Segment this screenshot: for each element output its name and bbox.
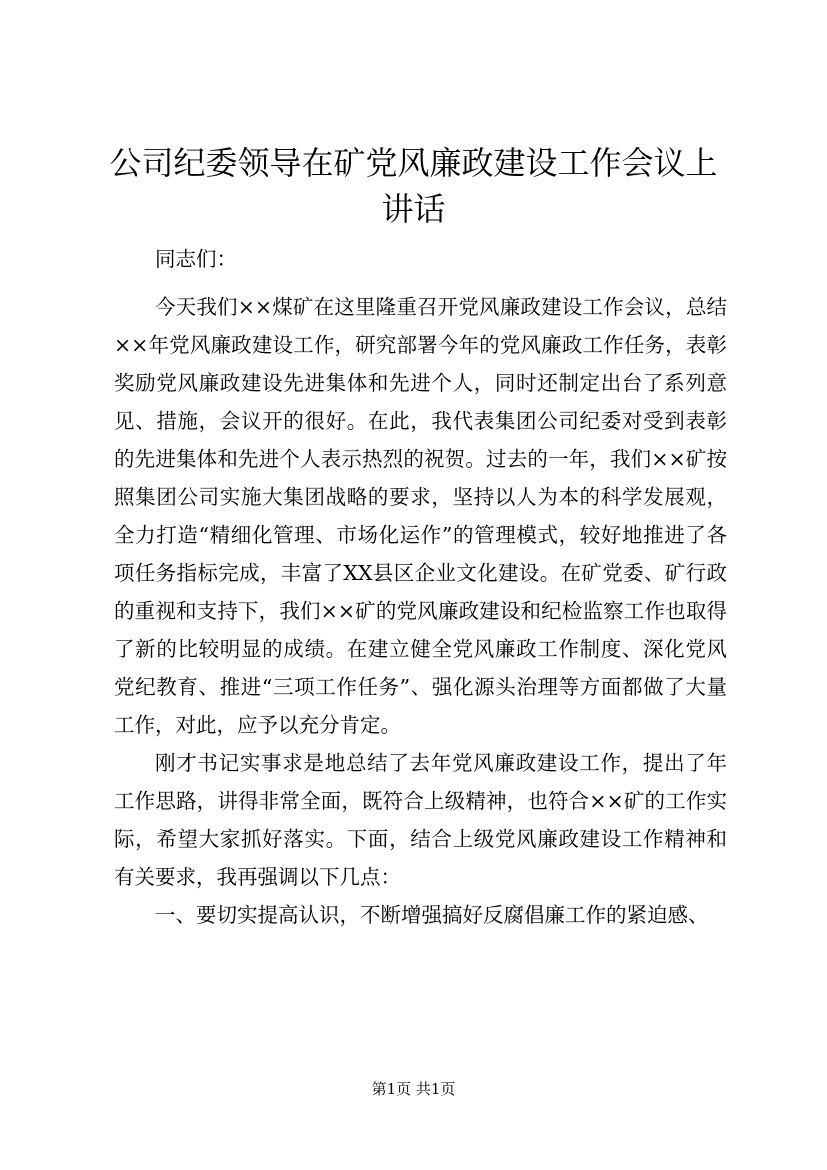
salutation: 同志们：	[155, 247, 237, 271]
page-footer: 第1页 共1页	[371, 1080, 456, 1098]
paragraph-3: 一、要切实提高认识，不断增强搞好反腐倡廉工作的紧迫感、	[155, 903, 709, 927]
paragraph-2: 刚才书记实事求是地总结了去年党风廉政建设工作，提出了年工作思路，讲得非常全面，既符合上级精神，也符合××矿的工作实际，希望大家抓好落实。下面，结合上级党风廉政建设工作精神和有关要求，我再强调以下几点：	[114, 751, 727, 889]
document-title: 公司纪委领导在矿党风廉政建设工作会议上讲话	[109, 144, 718, 228]
paragraph-1: 今天我们××煤矿在这里隆重召开党风廉政建设工作会议，总结××年党风廉政建设工作，研究部署今年的党风廉政工作任务，表彰奖励党风廉政建设先进集体和先进个人，同时还制定出台了系列意见、措施，会议开的很好。在此，我代表集团公司纪委对受到表彰的先进集体和先进个人表示热烈的祝贺。过去的一年，我们××矿按照集团公司实施大集团战略的要求，坚持以人为本的科学发展观，全力打造“精细化管理、市场化运作”的管理模式，较好地推进了各项任务指标完成，丰富了XX县区企业文化建设。在矿党委、矿行政的重视和支持下，我们××矿的党风廉政建设和纪检监察工作也取得了新的比较明显的成绩。在建立健全党风廉政工作制度、深化党风党纪教育、推进“三项工作任务”、强化源头治理等方面都做了大量工作，对此，应予以充分肯定。	[114, 295, 727, 737]
document-body	[114, 240, 727, 934]
